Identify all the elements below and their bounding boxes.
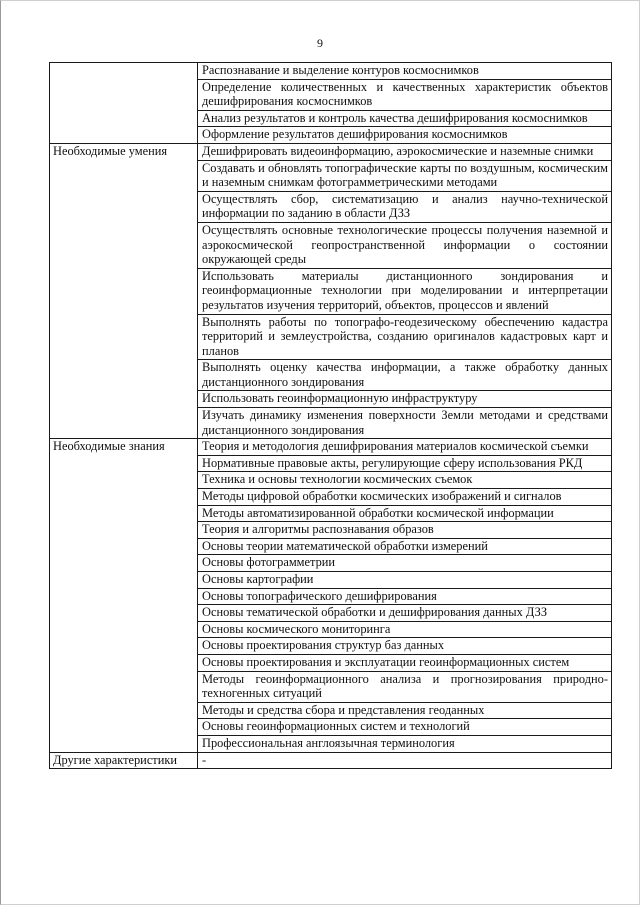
section-label: Другие характеристики bbox=[50, 752, 198, 769]
section-item: Основы космического мониторинга bbox=[198, 621, 612, 638]
section-item: Определение количественных и качественных характеристик объектов дешифрирования космоснимков bbox=[198, 79, 612, 110]
section-item: Основы теории математической обработки измерений bbox=[198, 538, 612, 555]
section-item: Основы фотограмметрии bbox=[198, 555, 612, 572]
section-item: Основы геоинформационных систем и технологий bbox=[198, 719, 612, 736]
section-item: - bbox=[198, 752, 612, 769]
page-number: 9 bbox=[317, 36, 323, 50]
section-item: Нормативные правовые акты, регулирующие сферу использования РКД bbox=[198, 455, 612, 472]
section-item: Основы топографического дешифрирования bbox=[198, 588, 612, 605]
section-item: Использовать материалы дистанционного зондирования и геоинформационные технологии при моделировании и интерпретации результатов изучения территорий, объектов, процессов и явлений bbox=[198, 268, 612, 314]
section-item: Основы тематической обработки и дешифрирования данных ДЗЗ bbox=[198, 605, 612, 622]
section-item: Методы геоинформационного анализа и прогнозирования природно-техногенных ситуаций bbox=[198, 671, 612, 702]
section-item: Использовать геоинформационную инфраструктуру bbox=[198, 391, 612, 408]
section-item: Теория и методология дешифрирования материалов космической съемки bbox=[198, 439, 612, 456]
section-item: Профессиональная англоязычная терминология bbox=[198, 735, 612, 752]
section-item: Методы и средства сбора и представления геоданных bbox=[198, 702, 612, 719]
section-item: Создавать и обновлять топографические карты по воздушным, космическим и наземным снимкам фотограмметрическими методами bbox=[198, 160, 612, 191]
section-item: Основы проектирования и эксплуатации геоинформационных систем bbox=[198, 654, 612, 671]
section-item: Методы цифровой обработки космических изображений и сигналов bbox=[198, 489, 612, 506]
table-row bbox=[50, 63, 612, 80]
section-item: Теория и алгоритмы распознавания образов bbox=[198, 522, 612, 539]
section-item: Дешифрировать видеоинформацию, аэрокосмические и наземные снимки bbox=[198, 143, 612, 160]
section-item: Изучать динамику изменения поверхности Земли методами и средствами дистанционного зондирования bbox=[198, 408, 612, 439]
section-item: Основы проектирования структур баз данных bbox=[198, 638, 612, 655]
section-label: Необходимые знания bbox=[50, 439, 198, 752]
table-row bbox=[50, 143, 612, 160]
section-item: Оформление результатов дешифрирования космоснимков bbox=[198, 127, 612, 144]
section-item: Техника и основы технологии космических съемок bbox=[198, 472, 612, 489]
requirements-table-body bbox=[50, 63, 612, 769]
section-item: Распознавание и выделение контуров космоснимков bbox=[198, 63, 612, 80]
section-item: Выполнять оценку качества информации, а также обработку данных дистанционного зондирования bbox=[198, 360, 612, 391]
section-item: Основы картографии bbox=[198, 572, 612, 589]
section-item: Анализ результатов и контроль качества дешифрирования космоснимков bbox=[198, 110, 612, 127]
table-row bbox=[50, 752, 612, 769]
section-item: Осуществлять сбор, систематизацию и анализ научно-технической информации по заданию в области ДЗЗ bbox=[198, 191, 612, 222]
section-item: Выполнять работы по топографо-геодезическому обеспечению кадастра территорий и землеустройства, созданию оригиналов кадастровых карт и планов bbox=[198, 314, 612, 360]
section-item: Методы автоматизированной обработки космической информации bbox=[198, 505, 612, 522]
section-label bbox=[50, 63, 198, 144]
requirements-table bbox=[49, 62, 612, 769]
section-label: Необходимые умения bbox=[50, 143, 198, 438]
section-item: Осуществлять основные технологические процессы получения наземной и аэрокосмической геопространственной информации о состоянии окружающей среды bbox=[198, 222, 612, 268]
table-row bbox=[50, 439, 612, 456]
